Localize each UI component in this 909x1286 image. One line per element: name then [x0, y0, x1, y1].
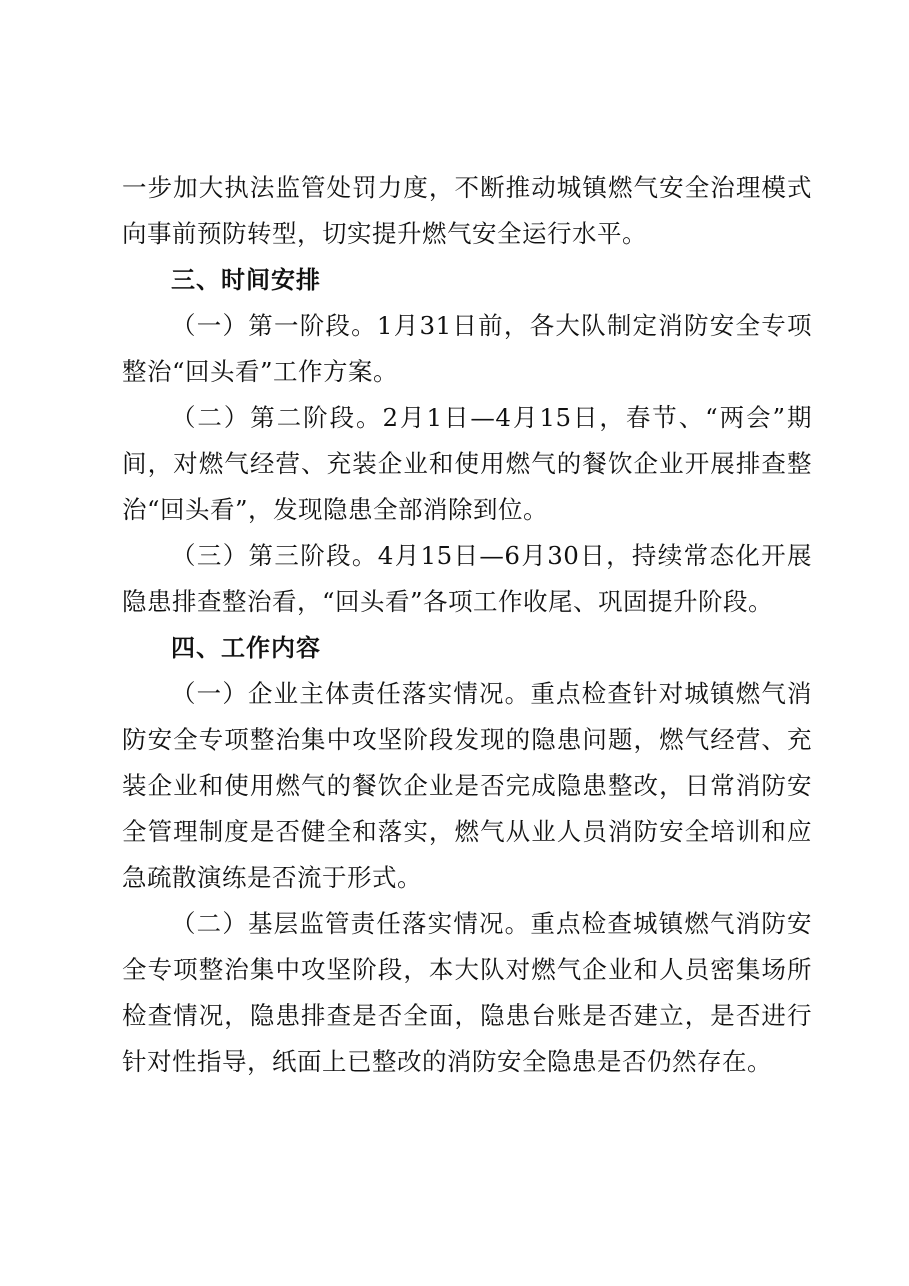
paragraph-phase-three: （三）第三阶段。4月15日—6月30日，持续常态化开展隐患排查整治看，“回头看”各项工作收尾、巩固提升阶段。	[122, 541, 812, 616]
paragraph-phase-one: （一）第一阶段。1月31日前，各大队制定消防安全专项整治“回头看”工作方案。	[122, 311, 812, 386]
paragraph-supervision-responsibility: （二）基层监管责任落实情况。重点检查城镇燃气消防安全专项整治集中攻坚阶段，本大队对燃气企业和人员密集场所检查情况，隐患排查是否全面，隐患台账是否建立，是否进行针对性指导，纸面上已整改的消防安全隐患是否仍然存在。	[122, 909, 812, 1076]
paragraph-continuation: 一步加大执法监管处罚力度，不断推动城镇燃气安全治理模式向事前预防转型，切实提升燃气安全运行水平。	[122, 173, 812, 248]
paragraph-enterprise-responsibility: （一）企业主体责任落实情况。重点检查针对城镇燃气消防安全专项整治集中攻坚阶段发现的隐患问题，燃气经营、充装企业和使用燃气的餐饮企业是否完成隐患整改，日常消防安全管理制度是否健全和落实，燃气从业人员消防安全培训和应急疏散演练是否流于形式。	[122, 679, 812, 892]
document-body	[122, 165, 812, 1085]
section-heading-work-content: 四、工作内容	[171, 634, 321, 662]
section-heading-schedule: 三、时间安排	[171, 266, 321, 294]
paragraph-phase-two: （二）第二阶段。2月1日—4月15日，春节、“两会”期间，对燃气经营、充装企业和使用燃气的餐饮企业开展排查整治“回头看”，发现隐患全部消除到位。	[122, 403, 812, 524]
